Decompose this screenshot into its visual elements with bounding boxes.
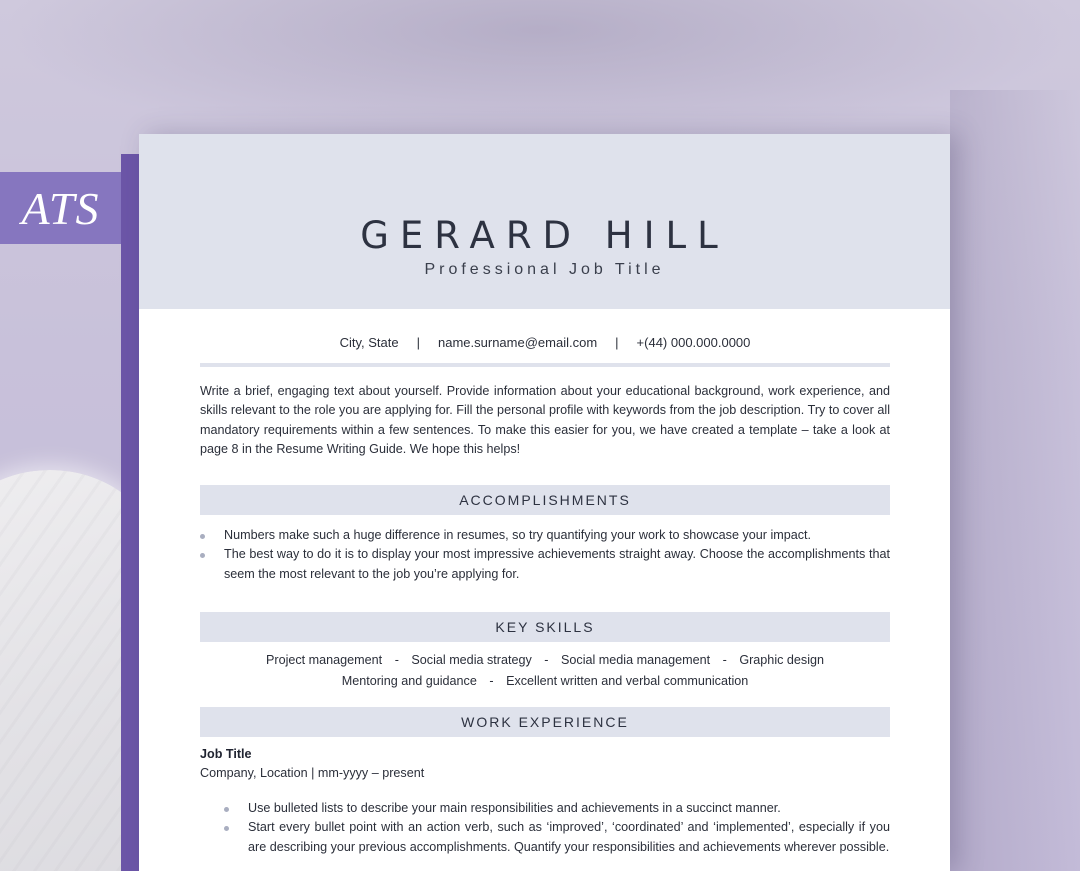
accomplishments-heading-bar: [200, 485, 890, 515]
background-shadow-right: [950, 90, 1080, 871]
skill-item: Graphic design: [739, 653, 825, 667]
contact-divider: [200, 363, 890, 367]
skill-item: Social media management: [561, 653, 711, 667]
accomplishments-heading: ACCOMPLISHMENTS: [459, 492, 631, 508]
experience-company-meta: Company, Location | mm-yyyy – present: [200, 766, 425, 780]
skill-item: Project management: [265, 653, 383, 667]
skill-item: Social media strategy: [411, 653, 532, 667]
profile-summary: Write a brief, engaging text about yourself. Provide information about your educational background, work experience, and skills relevant to the role you are applying for. Fill the personal profile with keywords from the job description. Try to cover all mandatory requirements within a few sentences. To make this easier for you, we have created a template – take a look at page 8 in the Resume Writing Guide. We hope this helps!: [200, 384, 890, 456]
resume-back-page-edge: [121, 154, 139, 871]
contact-phone: +(44) 000.000.0000: [636, 335, 751, 350]
work-experience-heading-bar: [200, 707, 890, 737]
resume-job-title: Professional Job Title: [424, 261, 665, 278]
skill-separator: -: [722, 653, 727, 667]
key-skills-heading: KEY SKILLS: [495, 619, 595, 635]
list-item: Start every bullet point with an action verb, such as ‘improved’, ‘coordinated’ and ‘implemented’, especially if you are describing your previous accomplishments. Quantify your responsibilities and achievements wherever possible.: [224, 818, 890, 857]
key-skills-heading-bar: [200, 612, 890, 642]
background-shadow: [0, 0, 1080, 150]
list-item: Use bulleted lists to describe your main responsibilities and achievements in a succinct manner.: [224, 799, 890, 818]
skills-line-2: [200, 674, 890, 688]
accomplishments-list: [200, 526, 890, 584]
experience-list: [224, 799, 890, 857]
contact-email: name.surname@email.com: [438, 335, 598, 350]
work-experience-heading: WORK EXPERIENCE: [461, 714, 629, 730]
skill-item: Excellent written and verbal communication: [506, 674, 749, 688]
contact-location: City, State: [339, 335, 399, 350]
list-item: The best way to do it is to display your most impressive achievements straight away. Choose the accomplishments that seem the most relevant to the job you’re applying for.: [200, 545, 890, 584]
experience-job-title: Job Title: [200, 747, 252, 761]
list-item: Numbers make such a huge difference in resumes, so try quantifying your work to showcase your impact.: [200, 526, 890, 545]
resume-page: [139, 134, 950, 871]
skills-line-1: [200, 653, 890, 667]
resume-header: [139, 134, 950, 309]
skill-separator: -: [489, 674, 494, 688]
ats-badge-label: ATS: [21, 182, 100, 234]
contact-line: [200, 335, 890, 350]
skill-item: Mentoring and guidance: [341, 674, 477, 688]
skill-separator: -: [544, 653, 549, 667]
skill-separator: -: [394, 653, 399, 667]
contact-separator: |: [615, 335, 619, 350]
resume-name: GERARD HILL: [360, 214, 729, 257]
ats-badge: [0, 172, 121, 244]
contact-separator: |: [416, 335, 420, 350]
